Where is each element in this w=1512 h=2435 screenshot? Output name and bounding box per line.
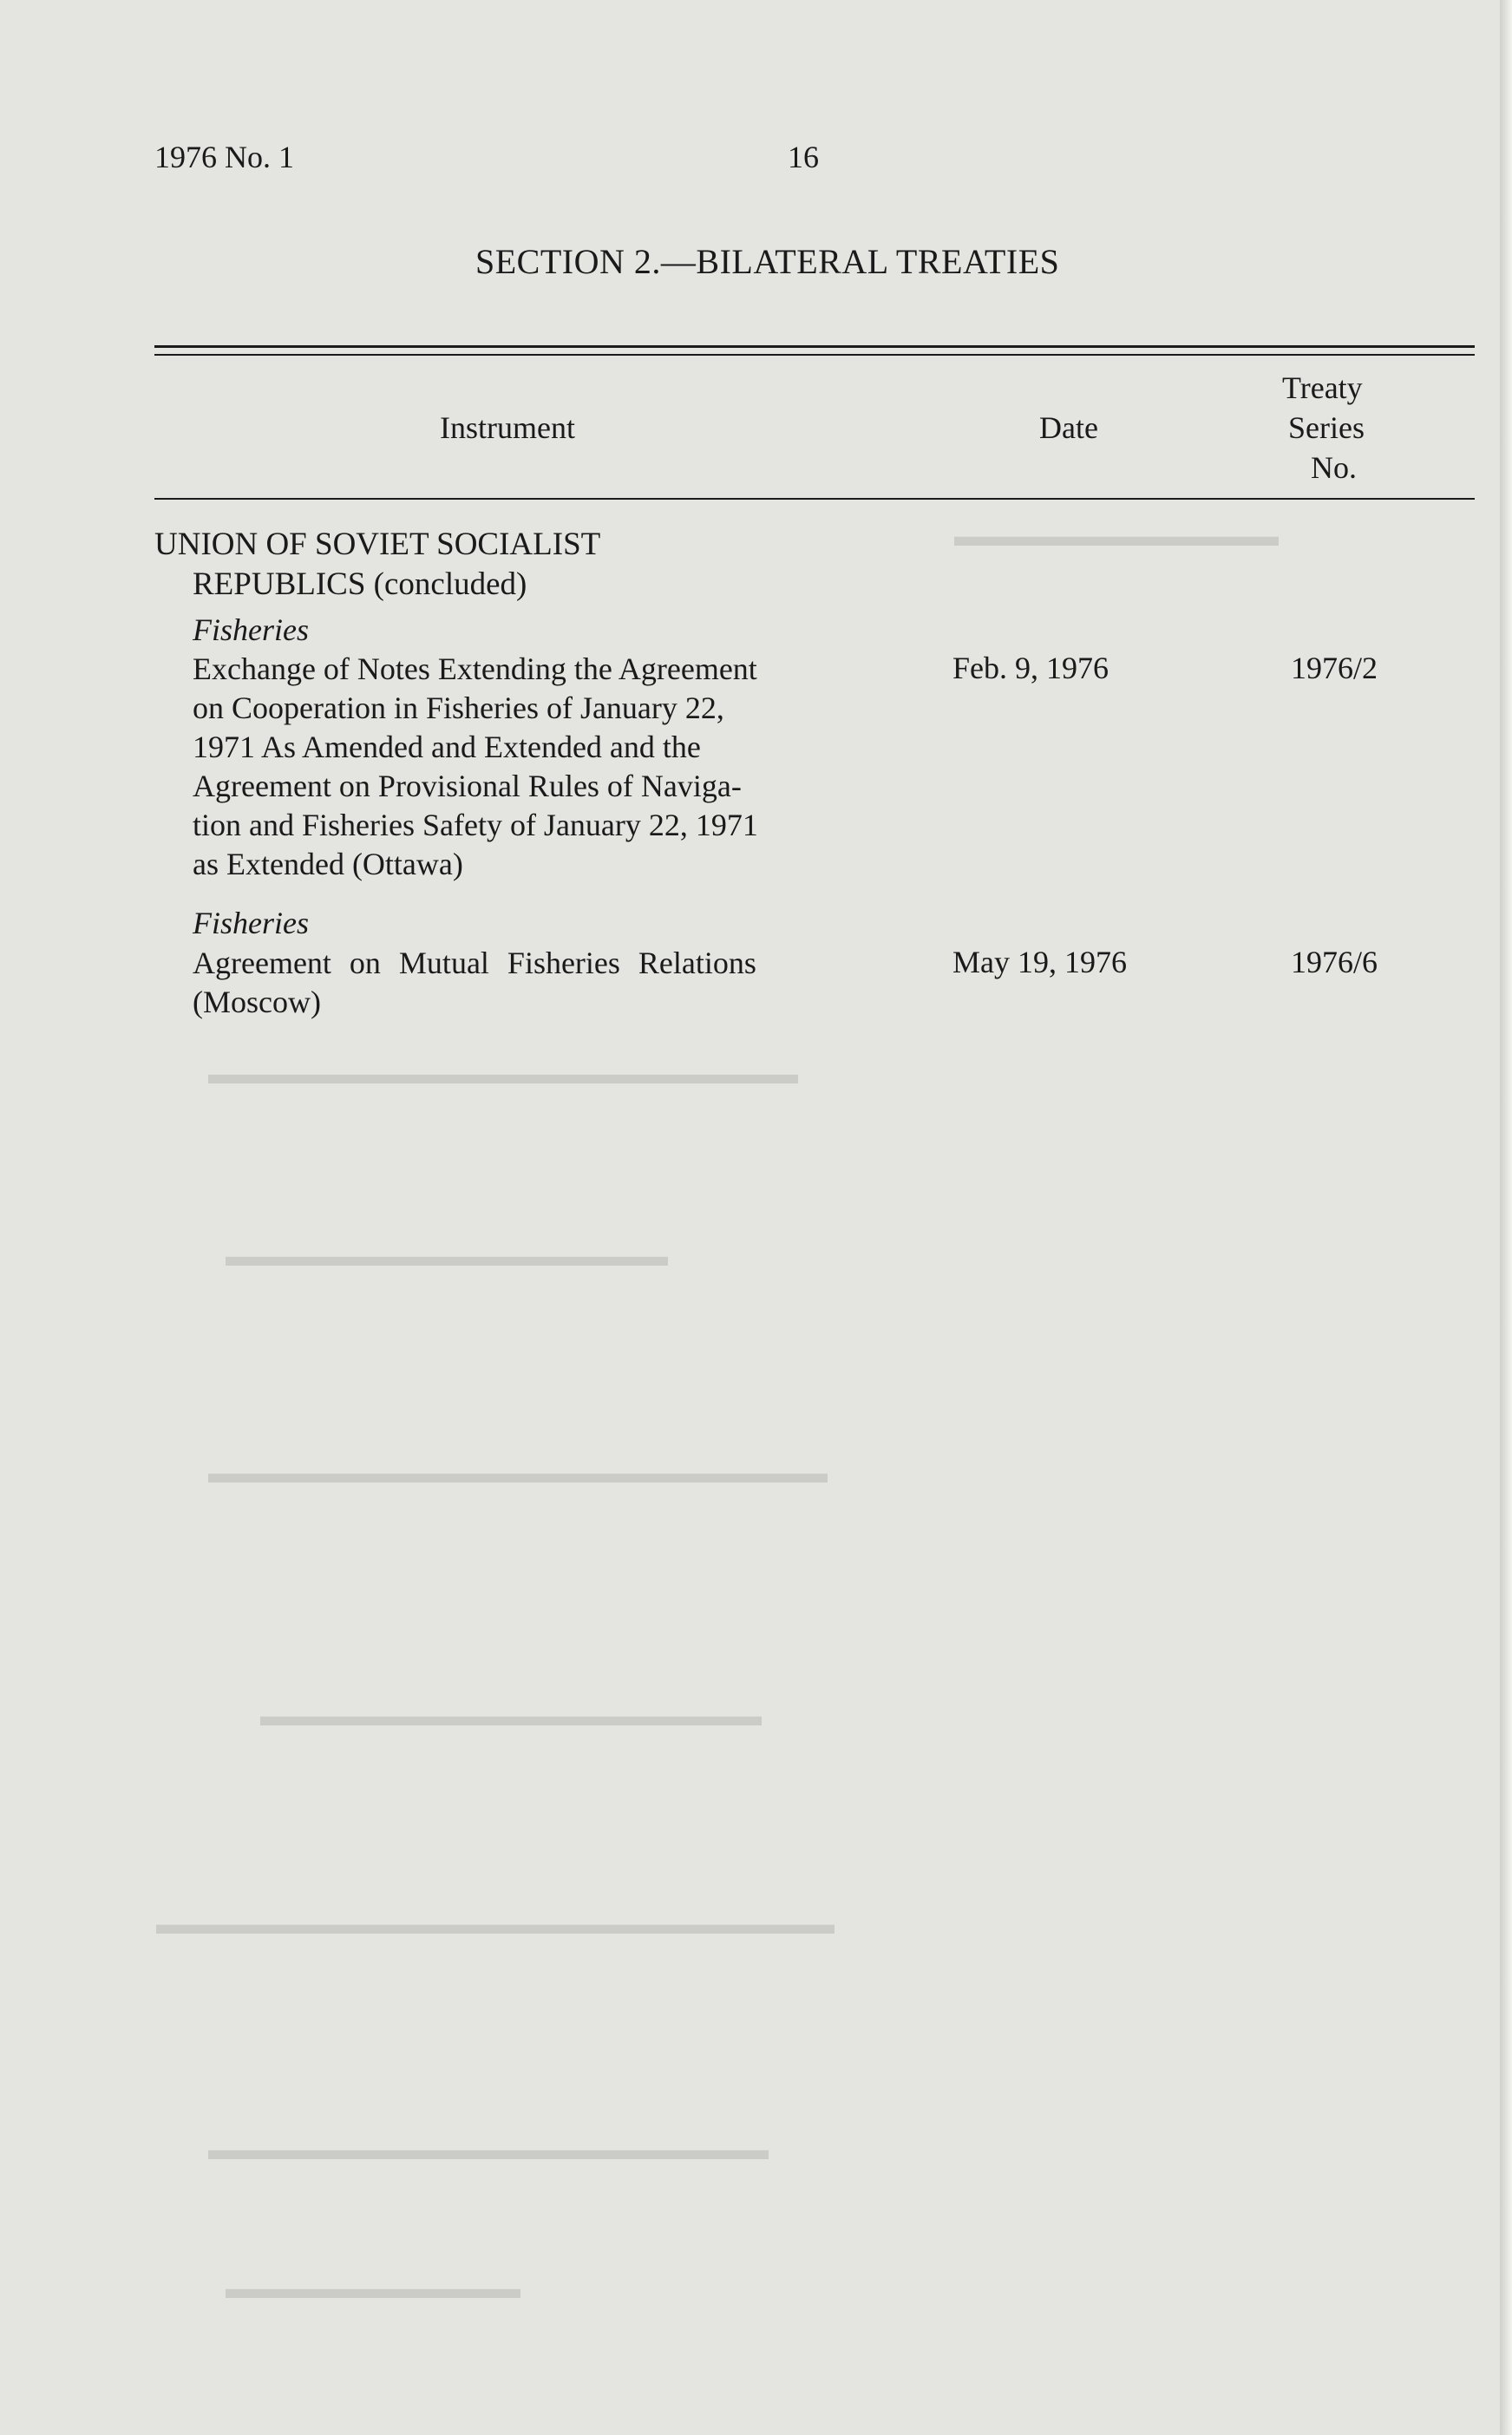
entry-date: Feb. 9, 1976 xyxy=(952,651,1109,685)
country-heading-line2: REPUBLICS (concluded) xyxy=(193,566,527,602)
entry-text-line: 1971 As Amended and Extended and the xyxy=(193,730,701,764)
entry-category: Fisheries xyxy=(193,612,309,647)
top-rule-inner xyxy=(154,354,1475,356)
year-issue-label: 1976 No. 1 xyxy=(154,140,294,174)
entry-series-no: 1976/6 xyxy=(1291,945,1378,979)
entry-text-line: (Moscow) xyxy=(193,985,321,1019)
entry-text-line: tion and Fisheries Safety of January 22, 1971 xyxy=(193,808,758,842)
entry-text-line: on Cooperation in Fisheries of January 22, xyxy=(193,691,724,725)
country-heading-line1: UNION OF SOVIET SOCIALIST xyxy=(154,527,601,562)
entry-category: Fisheries xyxy=(193,906,309,940)
entry-text-line: Exchange of Notes Extending the Agreement xyxy=(193,651,757,686)
header-rule xyxy=(154,498,1475,500)
entry-date: May 19, 1976 xyxy=(952,945,1127,979)
entry-series-no: 1976/2 xyxy=(1291,651,1378,685)
column-treaty-series-line2: Series xyxy=(1288,410,1365,445)
page-edge xyxy=(1500,0,1512,2435)
section-title: SECTION 2.—BILATERAL TREATIES xyxy=(475,242,1060,281)
column-date: Date xyxy=(1039,410,1098,445)
column-instrument: Instrument xyxy=(440,410,575,445)
top-rule xyxy=(154,345,1475,348)
entry-text-line: Agreement on Provisional Rules of Naviga- xyxy=(193,769,742,803)
page-number: 16 xyxy=(788,140,819,174)
column-treaty-series-line3: No. xyxy=(1311,450,1357,485)
column-treaty-series-line1: Treaty xyxy=(1282,370,1363,405)
entry-text-line: Agreement on Mutual Fisheries Relations xyxy=(193,946,756,980)
entry-text-line: as Extended (Ottawa) xyxy=(193,847,463,881)
